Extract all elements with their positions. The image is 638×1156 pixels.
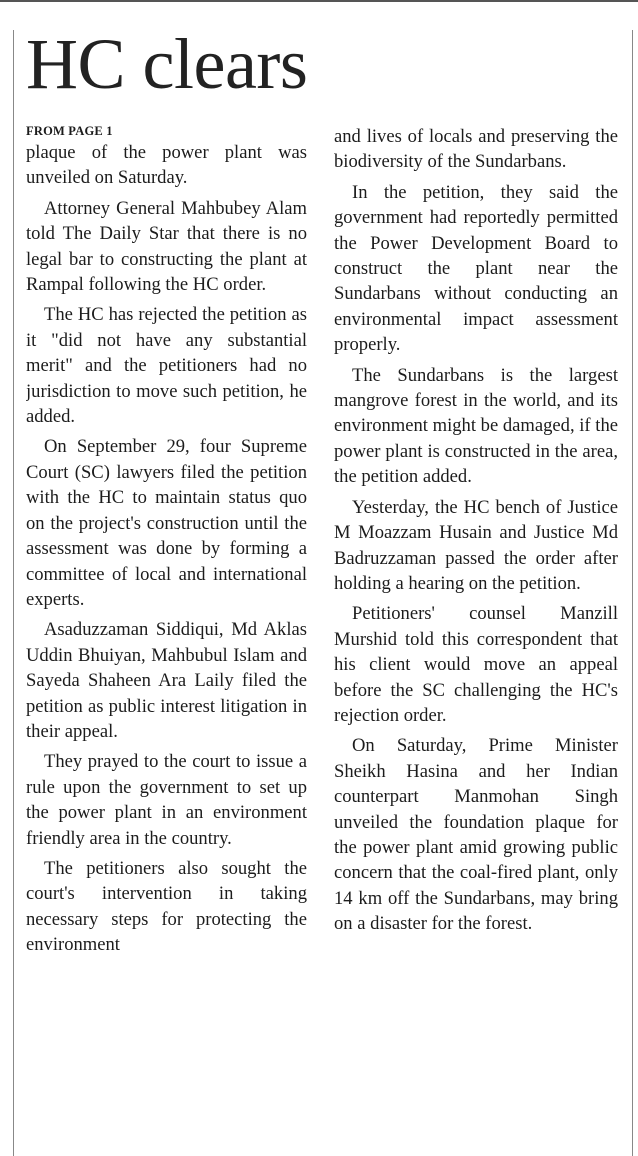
article-paragraph: and lives of locals and preserving the biodiversity of the Sundarbans. [334, 126, 618, 173]
article-paragraph: plaque of the power plant was unveiled on Saturday. [26, 142, 307, 189]
article-paragraph: The petitioners also sought the court's intervention in taking necessary steps for protecting the environment [26, 857, 307, 956]
article-paragraph: In the petition, they said the government had reportedly permitted the Power Development Board to construct the plant near the Sundarbans without conducting an environmental impact assessment properly. [334, 181, 618, 356]
article-paragraph: Petitioners' counsel Manzill Murshid told this correspondent that his client would move an appeal before the SC challenging the HC's rejection order. [334, 603, 618, 726]
article-paragraph: The Sundarbans is the largest mangrove forest in the world, and its environment might be damaged, if the power plant is constructed in the area, the petition added. [334, 364, 618, 488]
article-paragraph: Yesterday, the HC bench of Justice M Moazzam Husain and Justice Md Badruzzaman passed the order after holding a hearing on the petition. [334, 496, 618, 594]
article-column-1 [26, 124, 307, 1156]
headline: HC clears [26, 24, 308, 104]
article-paragraph: They prayed to the court to issue a rule upon the government to set up the power plant in an environment friendly area in the country. [26, 751, 307, 849]
from-page-kicker: FROM PAGE 1 [26, 124, 113, 138]
article-paragraph: On September 29, four Supreme Court (SC) lawyers filed the petition with the HC to maintain status quo on the project's construction until the assessment was done by forming a committee of local and international experts. [26, 436, 307, 610]
article-column-2 [334, 124, 618, 1156]
article-paragraph: The HC has rejected the petition as it "did not have any substantial merit" and the petitioners had no jurisdiction to move such petition, he added. [26, 304, 307, 428]
article-paragraph: Attorney General Mahbubey Alam told The Daily Star that there is no legal bar to constructing the plant at Rampal following the HC order. [26, 197, 307, 296]
right-column-rule [632, 30, 633, 1156]
article-paragraph: On Saturday, Prime Minister Sheikh Hasina and her Indian counterpart Manmohan Singh unveiled the foundation plaque for the power plant amid growing public concern that the coal-fired plant, only 14 km off the Sundarbans, may bring on a disaster for the forest. [334, 735, 618, 935]
left-column-rule [13, 30, 14, 1156]
article-paragraph: Asaduzzaman Siddiqui, Md Aklas Uddin Bhuiyan, Mahbubul Islam and Sayeda Shaheen Ara Laily filed the petition as public interest litigation in their appeal. [26, 619, 307, 742]
page-top-border [0, 0, 638, 2]
